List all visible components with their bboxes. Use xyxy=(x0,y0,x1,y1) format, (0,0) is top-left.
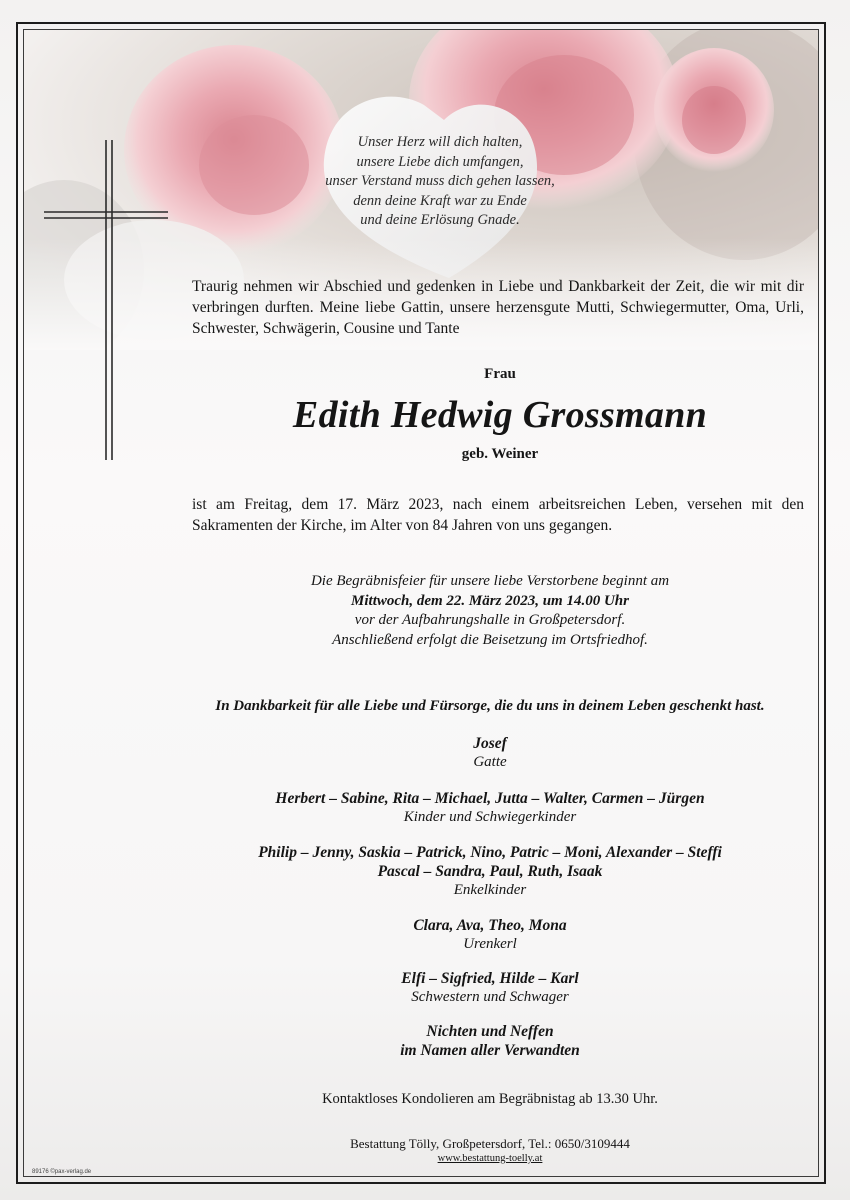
mourner-group-grandchildren xyxy=(190,843,790,900)
mourner-role: Kinder und Schwiegerkinder xyxy=(403,809,577,825)
mourner-group-siblings xyxy=(190,969,790,1007)
mourner-names: Philip – Jenny, Saskia – Patrick, Nino, Patric – Moni, Alexander – Steffi xyxy=(258,844,722,861)
maiden-name: geb. Weiner xyxy=(461,446,539,462)
mourner-group-relatives xyxy=(190,1022,790,1060)
thanks-line: In Dankbarkeit für alle Liebe und Fürsorge, die du uns in deinem Leben geschenkt hast. xyxy=(215,698,765,714)
undertaker-info: Bestattung Tölly, Großpetersdorf, Tel.: 0650/3109444 xyxy=(350,1136,630,1151)
intro-paragraph: Traurig nehmen wir Abschied und gedenken in Liebe und Dankbarkeit der Zeit, die wir mit dir verbringen durften. Meine liebe Gattin, unsere herzensgute Mutti, Schwiegermutter, Oma, Urli, Schwester, Schwägerin, Cousine und Tante xyxy=(192,278,804,337)
verse-line: Unser Herz will dich halten, xyxy=(357,134,523,150)
verse-line: unser Verstand muss dich gehen lassen, xyxy=(325,173,555,189)
mourner-names: Pascal – Sandra, Paul, Ruth, Isaak xyxy=(377,863,603,880)
mourner-role: Schwestern und Schwager xyxy=(411,989,569,1005)
mourner-names: Herbert – Sabine, Rita – Michael, Jutta – Walter, Carmen – Jürgen xyxy=(275,790,705,807)
mourner-group-great-grandchildren xyxy=(190,916,790,954)
mourner-group-children xyxy=(190,789,790,827)
funeral-info xyxy=(190,572,790,650)
verse-line: denn deine Kraft war zu Ende xyxy=(353,192,527,209)
undertaker-link[interactable]: www.bestattung-toelly.at xyxy=(437,1153,543,1164)
mourner-names: Elfi – Sigfried, Hilde – Karl xyxy=(401,970,579,987)
death-notice: ist am Freitag, dem 17. März 2023, nach einem arbeitsreichen Leben, versehen mit den Sakramenten der Kirche, im Alter von 84 Jahren von uns gegangen. xyxy=(192,496,804,534)
mourner-names: Josef xyxy=(473,735,507,752)
funeral-line: vor der Aufbahrungshalle in Großpetersdorf. xyxy=(354,612,626,628)
verse-line: unsere Liebe dich umfangen, xyxy=(356,153,524,170)
mourner-role: Urenkerl xyxy=(463,936,517,952)
salutation: Frau xyxy=(484,366,516,382)
deceased-name: Edith Hedwig Grossmann xyxy=(292,394,708,436)
funeral-date: Mittwoch, dem 22. März 2023, um 14.00 Uhr xyxy=(351,592,629,609)
mourner-role: Gatte xyxy=(473,754,507,770)
mourner-names: im Namen aller Verwandten xyxy=(400,1042,580,1059)
verse-line: und deine Erlösung Gnade. xyxy=(360,212,520,228)
funeral-line: Anschließend erfolgt die Beisetzung im Ortsfriedhof. xyxy=(332,631,648,648)
mourner-role: Enkelkinder xyxy=(453,882,527,898)
mourner-names: Clara, Ava, Theo, Mona xyxy=(413,917,567,934)
mourner-names: Nichten und Neffen xyxy=(426,1023,554,1040)
mourner-group-spouse xyxy=(190,734,790,772)
condolence-note: Kontaktloses Kondolieren am Begräbnistag ab 13.30 Uhr. xyxy=(322,1091,658,1107)
print-code: 89176 ©pax-verlag.de xyxy=(32,1169,92,1175)
verse xyxy=(150,133,730,231)
funeral-line: Die Begräbnisfeier für unsere liebe Verstorbene beginnt am xyxy=(310,573,670,589)
